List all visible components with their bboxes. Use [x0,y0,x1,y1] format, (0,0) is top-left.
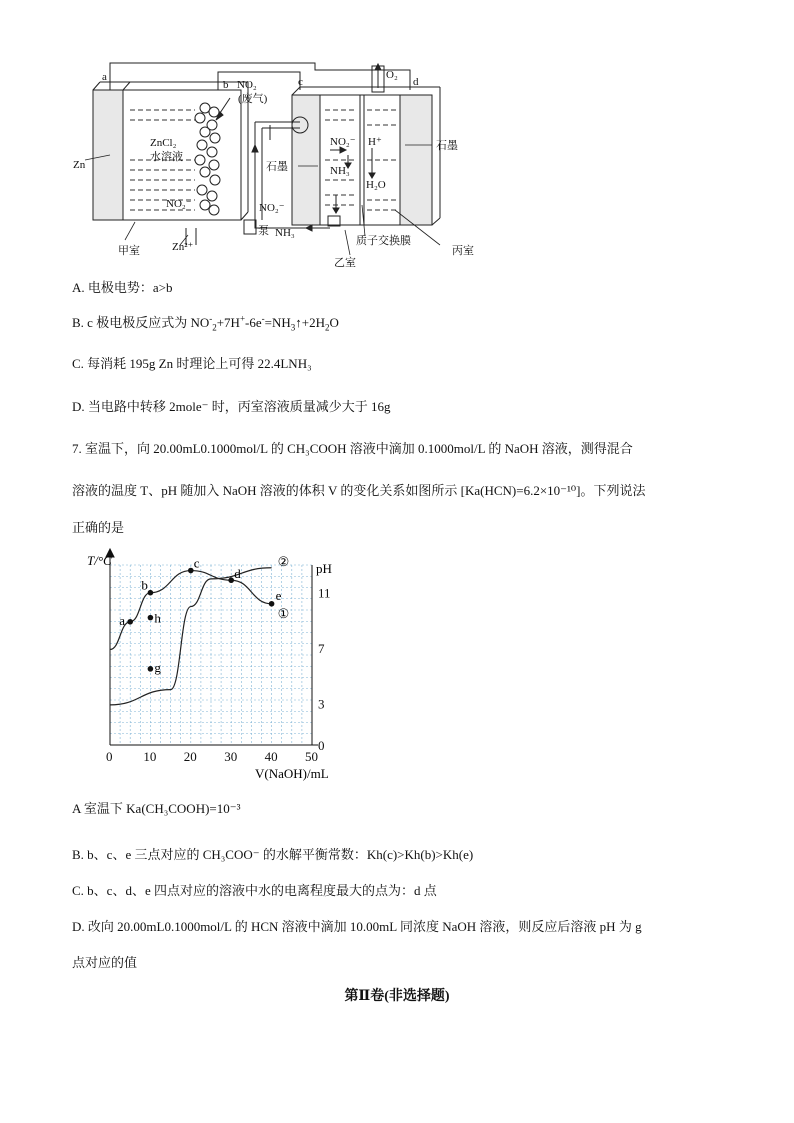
q7-option-d-line2: 点对应的值 [72,955,138,970]
x-tick-label: 40 [264,749,278,764]
no2-minus-left-label: NO₂⁻ [166,198,192,210]
graphite-right-label: 石墨 [436,140,458,152]
q7-stem-line1: 7. 室温下，向 20.00mL0.1000mol/L 的 CH₃COOH 溶液中滴加 0.1000mol/L 的 NaOH 溶液，测得混合 [72,441,633,456]
q7-option-c: C. b、c、d、e 四点对应的溶液中水的电离程度最大的点为：d 点 [72,883,437,898]
ph-axis-label: pH [316,561,332,576]
point-g [148,666,154,672]
q6-b-mid1: +7H [216,315,240,330]
point-c [188,568,194,574]
q7-stem-line2: 溶液的温度 T、pH 随加入 NaOH 溶液的体积 V 的变化关系如图所示 [Ka(HCN)=6.2×10⁻¹⁰]。下列说法 [72,483,646,498]
x-tick-label: 10 [143,749,157,764]
x-axis-label: V(NaOH)/mL [255,766,329,781]
point-label-c: c [193,555,200,571]
nh3-out-label: NH₃ [275,227,295,239]
q6-option-d: D. 当电路中转移 2mole⁻ 时，丙室溶液质量减少大于 16g [72,399,391,414]
ph-tick-label: 7 [318,641,325,657]
nh3-chamber-label: NH₃ [330,165,350,177]
point-a [127,619,133,625]
point-label-h: h [154,610,161,626]
series-label-1: ① [277,605,290,621]
q6-option-c: C. 每消耗 195g Zn 时理论上可得 22.4LNH₃ [72,356,312,371]
graphite-left-label: 石墨 [266,161,288,173]
terminal-a: a [102,71,107,83]
q6-option-b: B. c 极电极反应式为 $NO^-_2+7H^+-6e^-=NH_3↑+2H_2O$ [72,313,339,333]
terminal-c: c [298,76,303,88]
point-b [148,590,154,596]
no2-gas-label: NO₂ [237,79,257,91]
q7-option-a: A 室温下 Ka(CH₃COOH)=10⁻³ [72,801,241,816]
q7-stem-line3: 正确的是 [72,520,125,535]
terminal-d: d [413,76,419,88]
q7-option-b: B. b、c、e 三点对应的 CH₃COO⁻ 的水解平衡常数：Kh(c)>Kh(b)>Kh(e) [72,847,474,862]
titration-chart [0,545,794,785]
zn2-label: Zn²⁺ [172,241,194,253]
q6-option-a: A. 电极电势：a>b [72,280,173,295]
point-label-e: e [275,587,282,603]
pump-label: 泵 [258,225,269,237]
point-label-b: b [141,577,148,593]
ph-tick-label: 11 [318,585,331,601]
solution-label: 水溶液 [150,151,183,163]
point-h [148,615,154,621]
point-label-d: d [234,566,241,582]
x-tick-label: 20 [183,749,197,764]
zn-label: Zn [73,159,86,171]
h-plus-label: H⁺ [368,136,382,148]
ph-tick-label: 0 [318,738,325,753]
no2-chamber-label: NO₂⁻ [330,136,356,148]
x-tick-label: 50 [305,749,318,764]
q7-option-d-line1: D. 改向 20.00mL0.1000mol/L 的 HCN 溶液中滴加 10.00mL 同浓度 NaOH 溶液，则反应后溶液 pH 为 g [72,919,642,934]
y-axis-label: T/°C [87,553,112,568]
q6-b-pre: B. c 极电极反应式为 NO [72,315,210,330]
no2-minus-mid-label: NO₂⁻ [259,202,285,214]
q6-b-mid2: -6e [245,315,262,330]
terminal-b: b [223,79,229,91]
h2o-label: H₂O [366,179,386,191]
q6-b-mid4: ↑+2H [295,315,325,330]
x-tick-label: 0 [106,749,113,764]
x-tick-label: 30 [224,749,238,764]
section-title: 第Ⅱ卷(非选择题) [344,989,450,1004]
o2-label: O₂ [386,69,398,81]
waste-gas-label: (废气) [238,93,268,105]
point-label-a: a [119,612,125,628]
point-d [228,577,234,583]
series-label-2: ② [277,553,290,569]
jia-chamber-label: 甲室 [118,245,140,257]
bing-chamber-label: 丙室 [452,245,474,257]
q6-b-mid3: =NH [264,315,291,330]
q6-b-end: O [329,315,339,330]
point-e [269,601,275,607]
zncl2-label: ZnCl₂ [150,137,177,149]
ph-tick-label: 3 [318,696,325,712]
yi-chamber-label: 乙室 [334,257,356,269]
membrane-label: 质子交换膜 [356,235,411,247]
electrolysis-diagram [0,0,794,275]
point-label-g: g [154,659,161,675]
